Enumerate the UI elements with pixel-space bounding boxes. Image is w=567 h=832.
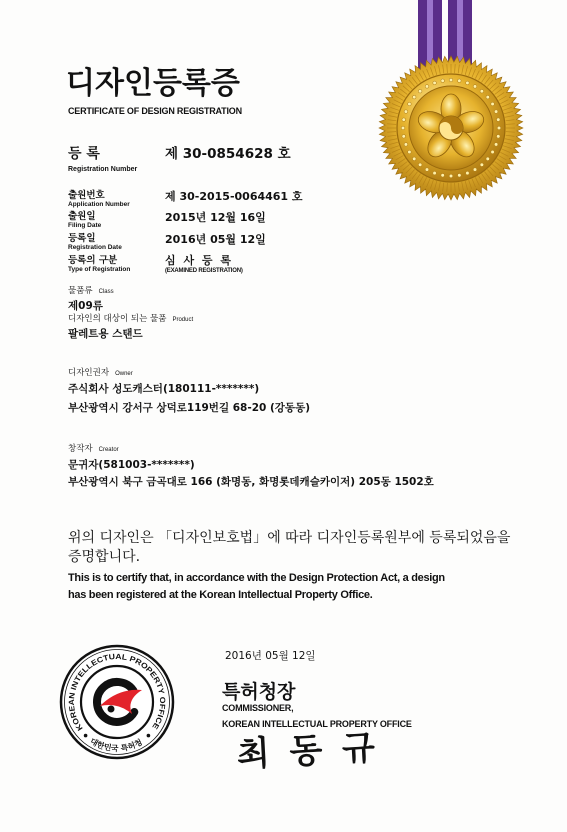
creator-label-en: Creator bbox=[98, 447, 119, 453]
gold-seal-bead bbox=[412, 157, 416, 161]
certificate-title: 디자인등록증 bbox=[66, 66, 240, 101]
statement-en-line2: has been registered at the Korean Intellectual Property Office. bbox=[68, 589, 373, 601]
owner-label-ko: 디자인권자 bbox=[68, 368, 110, 378]
gold-seal-bead bbox=[486, 157, 490, 161]
registration-date-value: 2016년 05월 12일 bbox=[165, 233, 266, 246]
filing-date-value: 2015년 12월 16일 bbox=[165, 211, 266, 224]
gold-seal-bead bbox=[496, 135, 500, 139]
gold-seal-bead bbox=[449, 174, 453, 178]
seal-dot-left bbox=[84, 734, 88, 738]
application-number-label: 출원번호 bbox=[68, 190, 105, 201]
seal-dot-right bbox=[147, 734, 151, 738]
gold-seal-bead bbox=[441, 79, 445, 83]
registration-type-value-en: (EXAMINED REGISTRATION) bbox=[165, 267, 243, 274]
gold-seal-bead bbox=[433, 171, 437, 175]
issuer-title: 특허청장 bbox=[222, 681, 296, 703]
gold-seal-bead bbox=[494, 110, 498, 114]
owner-address: 부산광역시 강서구 상덕로119번길 68-20 (강동동) bbox=[68, 402, 311, 414]
gold-seal-bead bbox=[412, 95, 416, 99]
gold-seal-bead bbox=[494, 143, 498, 147]
application-number-label-en: Application Number bbox=[68, 200, 130, 208]
gold-seal-bead bbox=[491, 102, 495, 106]
statement-ko-line2: 증명합니다. bbox=[68, 549, 141, 565]
class-label-en: Class bbox=[98, 289, 114, 295]
product-label bbox=[68, 315, 193, 324]
registration-label: 등 록 bbox=[68, 146, 100, 162]
gold-seal-bead bbox=[418, 89, 422, 93]
gold-seal-bead bbox=[401, 126, 405, 130]
seal-bottom-text-path: 대한민국 특허청 bbox=[88, 736, 144, 754]
creator-label-ko: 창작자 bbox=[68, 444, 93, 454]
registration-type-label: 등록의 구분 bbox=[68, 255, 118, 266]
gold-seal-bead bbox=[404, 143, 408, 147]
gold-seal-bead bbox=[473, 168, 477, 172]
registration-date-label-en: Registration Date bbox=[68, 244, 122, 251]
owner-label-en: Owner bbox=[115, 371, 133, 377]
commissioner-signature: 최 동 규 bbox=[235, 727, 380, 775]
gold-seal bbox=[379, 56, 523, 200]
filing-date-label: 출원일 bbox=[68, 211, 96, 222]
filing-date-label-en: Filing Date bbox=[68, 222, 102, 229]
gold-seal-bead bbox=[408, 102, 412, 106]
registration-type-label-en: Type of Registration bbox=[68, 266, 131, 273]
gold-seal-bead bbox=[480, 163, 484, 167]
gold-seal-bead bbox=[449, 78, 453, 82]
gold-seal-bead bbox=[402, 135, 406, 139]
gold-seal-bead bbox=[425, 168, 429, 172]
office-seal bbox=[61, 646, 173, 758]
gold-seal-bead bbox=[418, 163, 422, 167]
issuer-title-en-1: COMMISSIONER, bbox=[222, 703, 294, 713]
seal-ring-text-path: KOREAN INTELLECTUAL PROPERTY OFFICE bbox=[66, 651, 168, 733]
gold-seal-bead bbox=[441, 173, 445, 177]
gold-seal-bead bbox=[425, 85, 429, 89]
gold-seal-bead bbox=[491, 150, 495, 154]
gold-seal-bead bbox=[458, 79, 462, 83]
gold-seal-bead bbox=[486, 95, 490, 99]
gold-seal-bead bbox=[404, 110, 408, 114]
certificate-subtitle: CERTIFICATE OF DESIGN REGISTRATION bbox=[68, 106, 242, 116]
seal-emblem-core bbox=[108, 706, 115, 713]
registration-label-en: Registration Number bbox=[68, 166, 138, 173]
registration-type-value: 심 사 등 록 bbox=[165, 254, 233, 267]
gold-seal-bead bbox=[496, 118, 500, 122]
statement-ko-line1: 위의 디자인은 「디자인보호법」에 따라 디자인등록원부에 등록되었음을 bbox=[68, 530, 511, 546]
registration-date-label: 등록일 bbox=[68, 233, 96, 244]
creator-address: 부산광역시 북구 금곡대로 166 (화명동, 화명롯데캐슬카이저) 205동 1502호 bbox=[68, 476, 434, 488]
class-label bbox=[68, 287, 114, 296]
owner-name: 주식회사 성도캐스터(180111-*******) bbox=[68, 383, 260, 395]
gold-seal-bead bbox=[473, 85, 477, 89]
owner-label bbox=[68, 369, 133, 378]
gold-seal-bead bbox=[480, 89, 484, 93]
gold-seal-bead bbox=[408, 150, 412, 154]
gold-seal-bead bbox=[433, 81, 437, 85]
creator-label bbox=[68, 445, 119, 454]
creator-name: 문귀자(581003-*******) bbox=[68, 459, 195, 471]
gold-seal-bead bbox=[466, 171, 470, 175]
product-label-ko: 디자인의 대상이 되는 물품 bbox=[68, 314, 167, 324]
gold-seal-bead bbox=[458, 173, 462, 177]
gold-seal-bead bbox=[497, 126, 501, 130]
registration-number: 제 30-0854628 호 bbox=[165, 146, 291, 162]
product-value: 팔레트용 스탠드 bbox=[68, 328, 143, 340]
class-value: 제09류 bbox=[68, 300, 103, 312]
application-number-value: 제 30-2015-0064461 호 bbox=[165, 190, 303, 203]
issue-date: 2016년 05월 12일 bbox=[225, 650, 316, 662]
product-label-en: Product bbox=[172, 317, 194, 323]
gold-seal-bead bbox=[466, 81, 470, 85]
class-label-ko: 물품류 bbox=[68, 286, 93, 296]
statement-en-line1: This is to certify that, in accordance with the Design Protection Act, a design bbox=[68, 572, 445, 584]
issuer-title-en-2: KOREAN INTELLECTUAL PROPERTY OFFICE bbox=[222, 719, 412, 729]
gold-seal-bead bbox=[402, 118, 406, 122]
